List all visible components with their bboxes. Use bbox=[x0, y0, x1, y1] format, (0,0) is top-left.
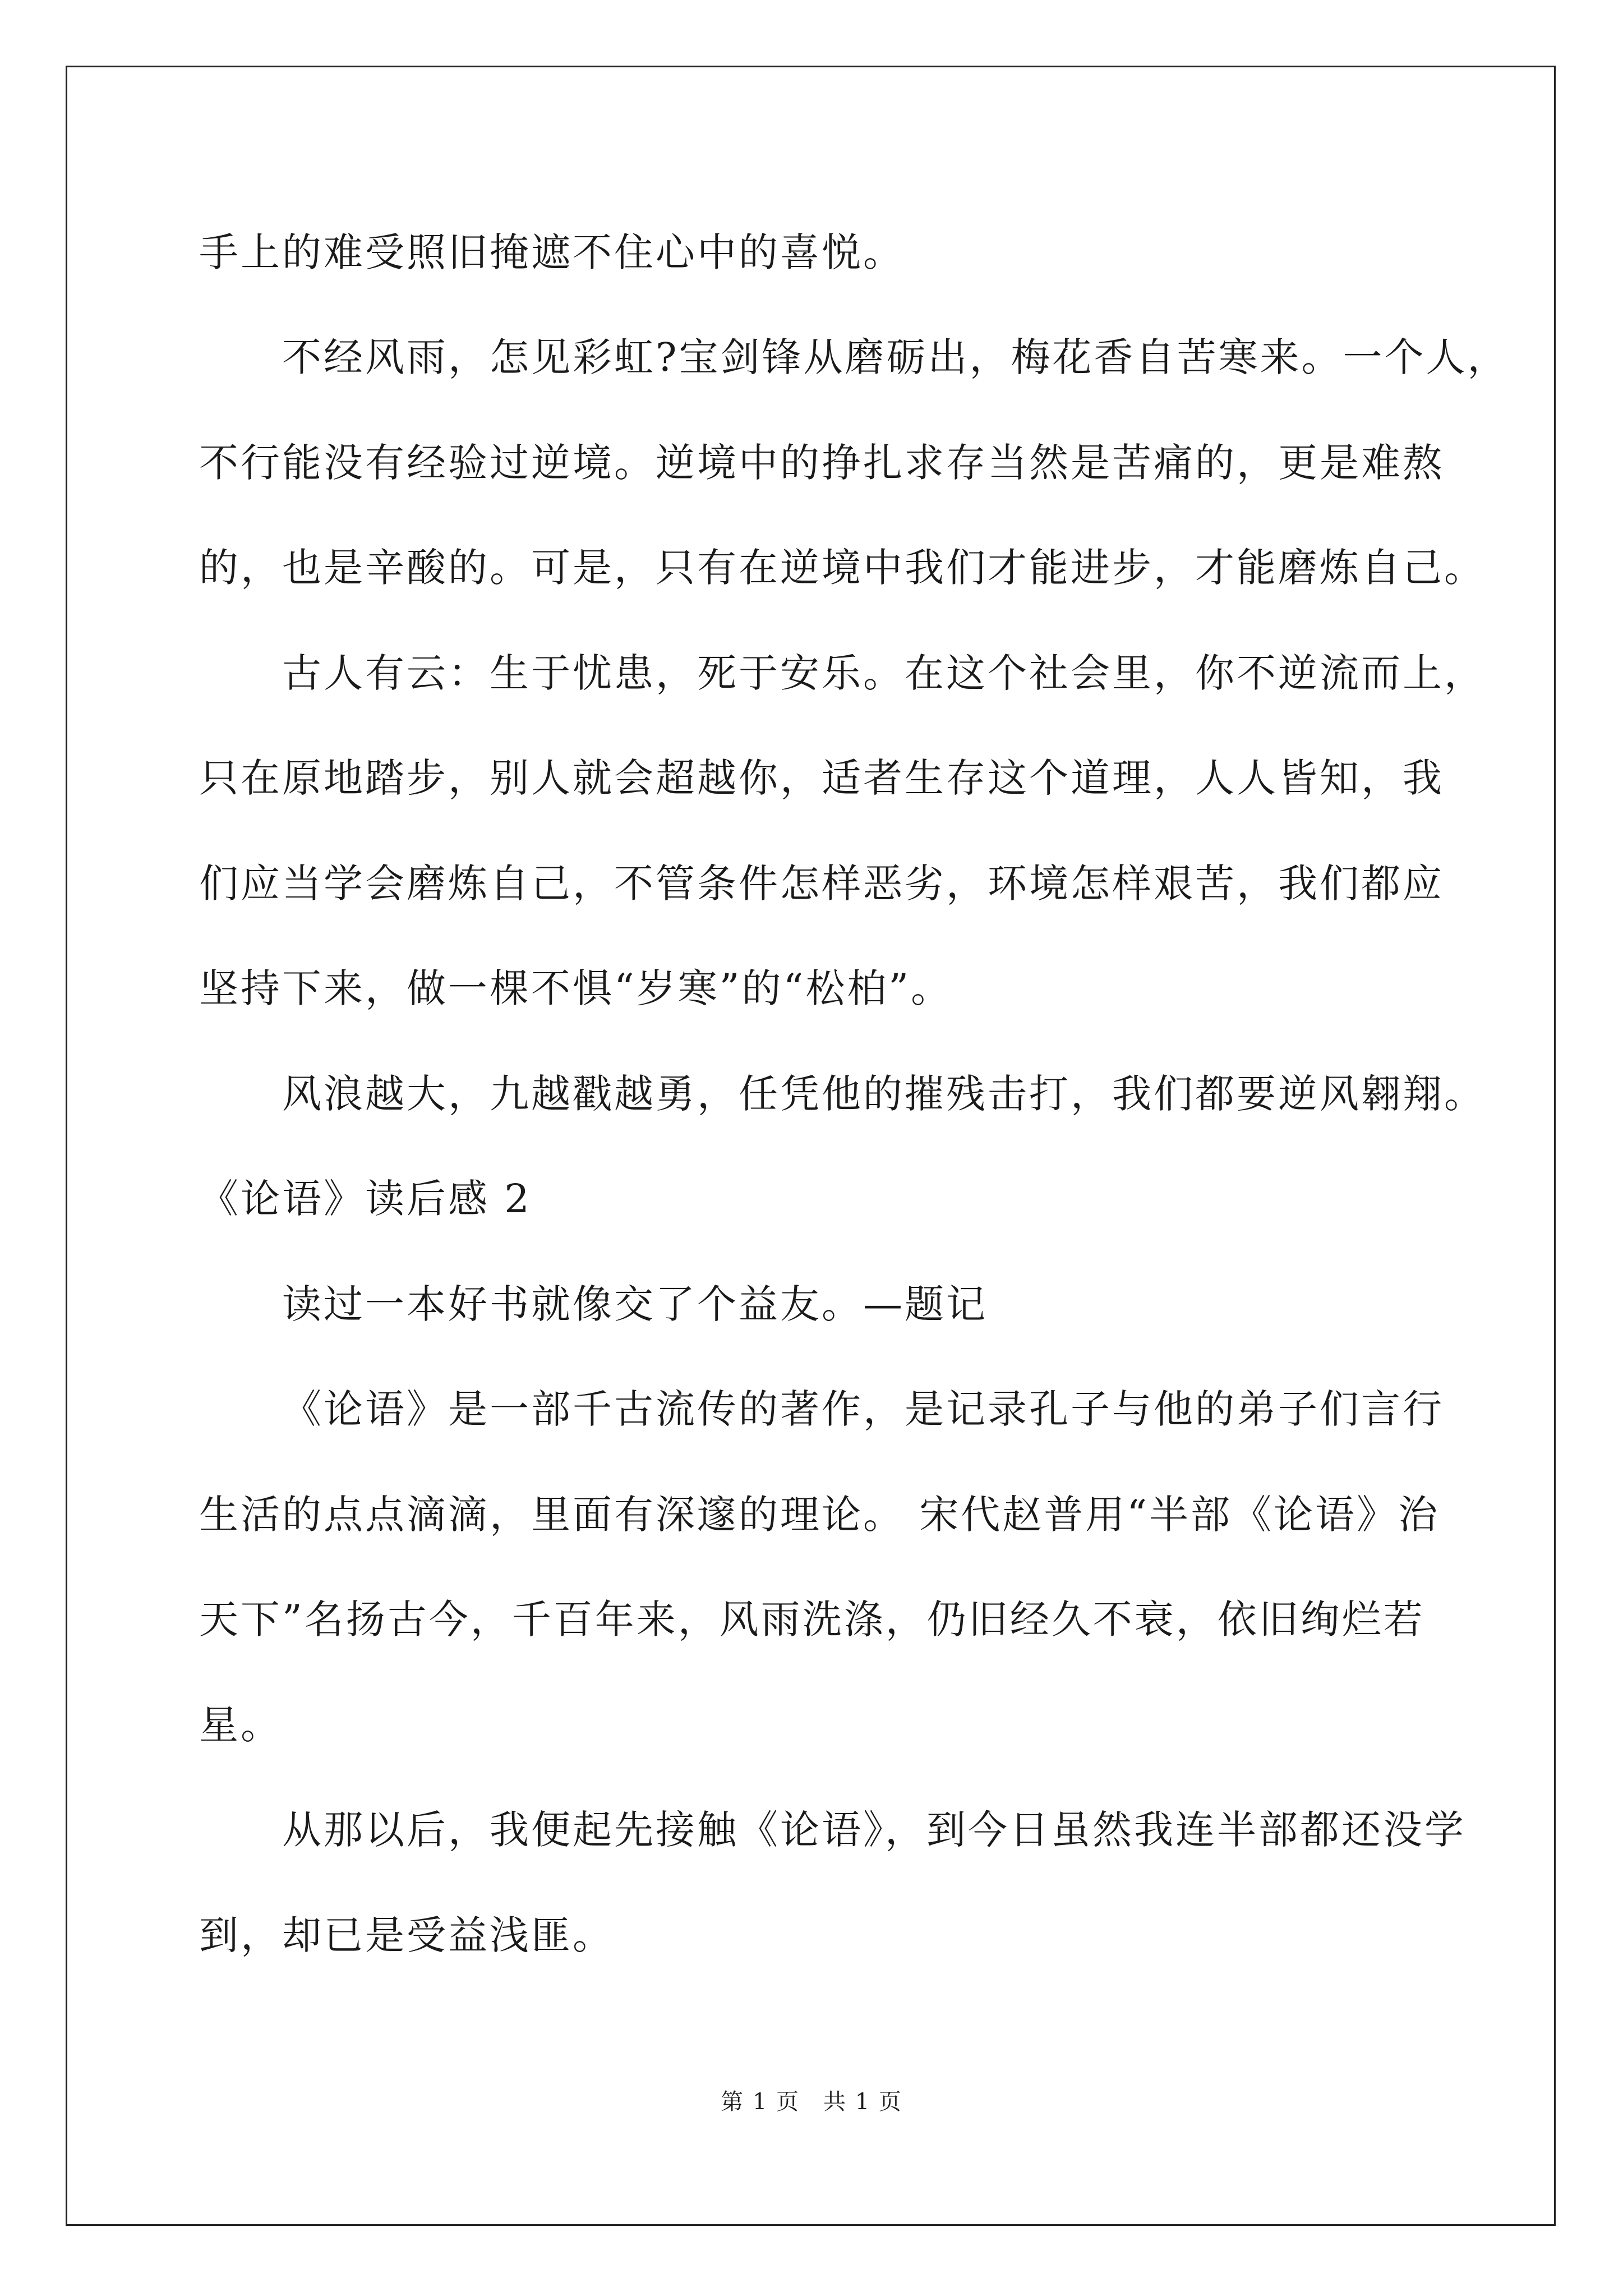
text-line: 天下”名扬古今，千百年来，风雨洗涤，仍旧经久不衰，依旧绚烂若 bbox=[199, 1596, 1425, 1642]
page-footer: 第 1 页 共 1 页 bbox=[721, 2089, 902, 2115]
page-border bbox=[66, 66, 1556, 2226]
text-line: 的，也是辛酸的。可是，只有在逆境中我们才能进步，才能磨炼自己。 bbox=[199, 545, 1486, 591]
text-line: 星。 bbox=[199, 1702, 282, 1748]
text-line: 们应当学会磨炼自己，不管条件怎样恶劣，环境怎样艰苦，我们都应 bbox=[199, 861, 1444, 907]
section-heading: 《论语》读后感 2 bbox=[199, 1176, 532, 1222]
text-line: 手上的难受照旧掩遮不住心中的喜悦。 bbox=[199, 229, 905, 275]
text-line: 生活的点点滴滴，里面有深邃的理论。 宋代赵普用“半部《论语》治 bbox=[199, 1492, 1440, 1538]
text-line: 风浪越大，九越戳越勇，任凭他的摧残击打，我们都要逆风翱翔。 bbox=[282, 1071, 1486, 1117]
text-line: 坚持下来，做一棵不惧“岁寒”的“松柏”。 bbox=[199, 965, 953, 1011]
text-line: 不经风雨，怎见彩虹?宝剑锋从磨砺出，梅花香自苦寒来。一个人， bbox=[282, 334, 1509, 380]
text-line: 从那以后，我便起先接触《论语》，到今日虽然我连半部都还没学 bbox=[282, 1807, 1466, 1853]
text-line: 读过一本好书就像交了个益友。—题记 bbox=[282, 1281, 988, 1327]
text-line: 古人有云：生于忧患，死于安乐。在这个社会里，你不逆流而上， bbox=[282, 650, 1486, 696]
text-line: 不行能没有经验过逆境。逆境中的挣扎求存当然是苦痛的，更是难熬 bbox=[199, 440, 1444, 486]
text-line: 《论语》是一部千古流传的著作，是记录孔子与他的弟子们言行 bbox=[282, 1386, 1444, 1432]
text-line: 到，却已是受益浅匪。 bbox=[199, 1912, 614, 1958]
text-line: 只在原地踏步，别人就会超越你，适者生存这个道理，人人皆知，我 bbox=[199, 755, 1444, 801]
